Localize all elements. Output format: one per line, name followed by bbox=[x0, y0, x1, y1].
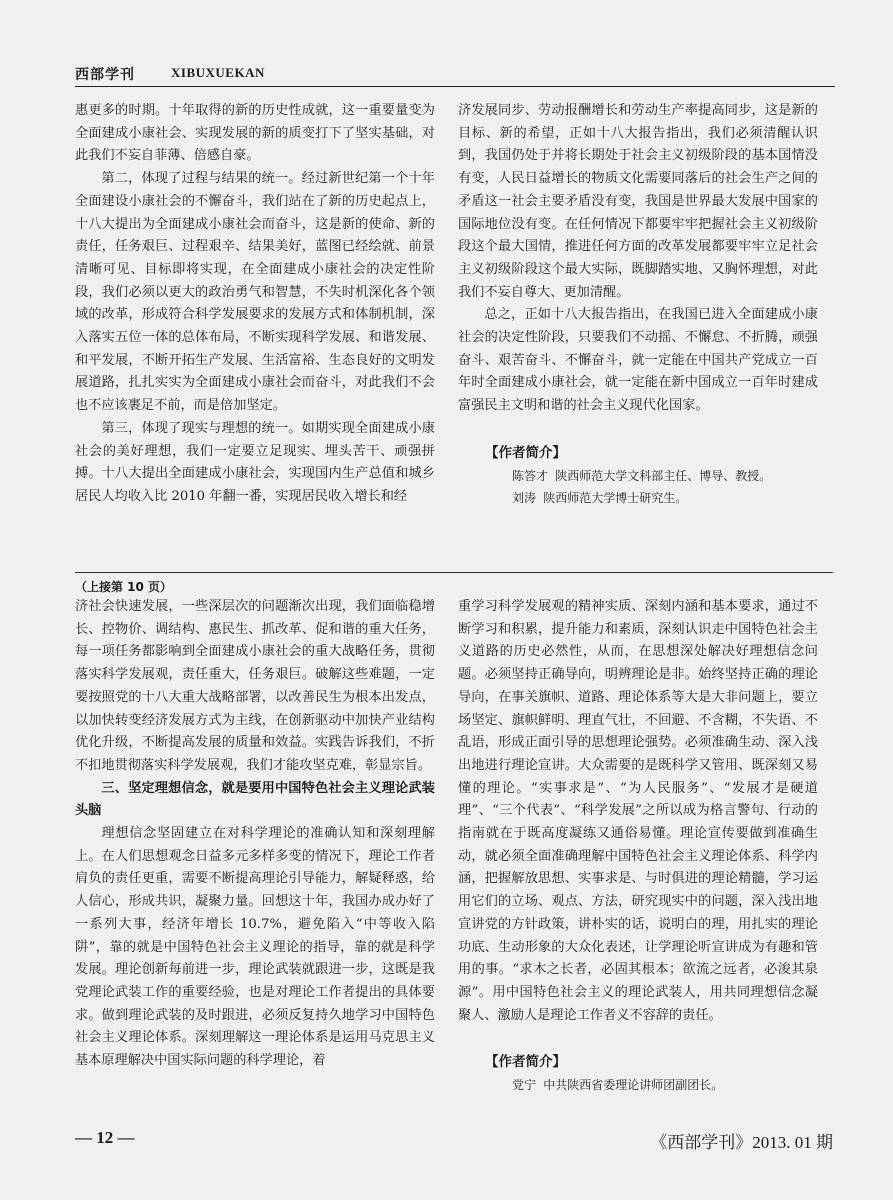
section-heading: 三、坚定理想信念，就是要用中国特色社会主义理论武装头脑 bbox=[75, 780, 435, 819]
page-footer bbox=[75, 1128, 833, 1156]
body-paragraph: 理想信念坚固建立在对科学理论的准确认知和深刻理解上。在人们思想观念日益多元多样多变的情况下，理论工作者肩负的责任更重，需要不断提高理论引导能力，解疑释惑，给人信心，形成共识，凝聚力量。回想这十年，我国办成办好了一系列大事，经济年增长 10.7%，避免陷入“中等收入陷阱”，靠的就是中国特色社会主义理论的指导，靠的就是科学发展。理论创新每前进一步，理论武装就跟进一步，这既是我党理论武装工作的重要经验，也是对理论工作者提出的具体要求。做到理论武装的及时跟进，必须反复持久地学习中国特色社会主义理论体系。深刻理解这一理论体系是运用马克思主义基本原理解决中国实际问题的科学理论，着 bbox=[75, 826, 435, 1069]
continued-from-label: （上接第 10 页） bbox=[75, 580, 173, 594]
body-paragraph: 总之，正如十八大报告指出，在我国已进入全面建成小康社会的决定性阶段，只要我们不动摇、不懈怠、不折腾，顽强奋斗、艰苦奋斗、不懈奋斗，就一定能在中国共产党成立一百年时全面建成小康社会，就一定能在新中国成立一百年时建成富强民主文明和谐的社会主义现代化国家。 bbox=[458, 307, 818, 414]
issue-label: 《西部学刊》2013. 01 期 bbox=[650, 1133, 833, 1152]
page-number: — 12 — bbox=[75, 1128, 135, 1147]
running-header bbox=[75, 64, 835, 87]
top-right-column bbox=[458, 100, 818, 509]
body-paragraph: 惠更多的时期。十年取得的新的历史性成就，这一重要量变为全面建成小康社会、实现发展的新的质变打下了坚实基础，对此我们不妄自菲薄、倍感自豪。 bbox=[75, 103, 435, 164]
author-bio bbox=[458, 442, 818, 509]
author-bio-line: 党宁 中共陕西省委理论讲师团副团长。 bbox=[512, 1078, 724, 1093]
article-divider bbox=[75, 572, 833, 573]
bottom-right-column bbox=[458, 596, 818, 1096]
bottom-left-column bbox=[75, 596, 435, 1073]
body-paragraph: 济社会快速发展，一些深层次的问题渐次出现，我们面临稳增长、控物价、调结构、惠民生、抓改革、促和谐的重大任务，每一项任务都影响到全面建成小康社会的重大战略任务，贯彻落实科学发展观，责任重大，任务艰巨。破解这些难题，一定要按照党的十八大重大战略部署，以改善民生为根本出发点，以加快转变经济发展方式为主线，在创新驱动中加快产业结构优化升级，不断提高发展的质量和效益。实践告诉我们，不折不扣地贯彻落实科学发展观，我们才能攻坚克难，彰显宗旨。 bbox=[75, 599, 435, 773]
journal-name: 西部学刊 bbox=[75, 67, 135, 83]
body-paragraph: 重学习科学发展观的精神实质、深刻内涵和基本要求，通过不断学习和积累，提升能力和素质，深刻认识走中国特色社会主义道路的历史必然性，从而，在思想深处解决好理想信念问题。必须坚持正确导向，明辨理论是非。始终坚持正确的理论导向，在事关旗帜、道路、理论体系等大是大非问题上，要立场坚定、旗帜鲜明、理直气壮，不回避、不含糊，不失语、不乱语，形成正面引导的思想理论强势。必须准确生动、深入浅出地进行理论宣讲。大众需要的是既科学又管用、既深刻又易懂的理论。“实事求是”、“为人民服务”、“发展才是硬道理”、“三个代表”、“科学发展”之所以成为格言警句、行动的指南就在于既高度凝练又通俗易懂。理论宣传要做到准确生动，就必须全面准确理解中国特色社会主义理论体系、科学内涵，把握解放思想、实事求是、与时俱进的理论精髓，学习运用它们的立场、观点、方法，研究现实中的问题，深入浅出地宣讲党的方针政策，讲朴实的话，说明白的理，用扎实的理论功底、生动形象的大众化表述，让学理论听宣讲成为有趣和管用的事。“求木之长者，必固其根本；欲流之远者，必浚其泉源”。用中国特色社会主义的理论武装人，用共同理想信念凝聚人、激励人是理论工作者义不容辞的责任。 bbox=[458, 599, 818, 1023]
author-bio-title: 【作者简介】 bbox=[485, 444, 566, 461]
author-bio-title: 【作者简介】 bbox=[485, 1054, 566, 1071]
body-paragraph: 第二，体现了过程与结果的统一。经过新世纪第一个十年全面建设小康社会的不懈奋斗，我们站在了新的历史起点上，十八大提出为全面建成小康社会而奋斗，这是新的使命、新的责任，任务艰巨、过程艰辛、结果美好，蓝图已经绘就、前景清晰可见、目标即将实现，在全面建成小康社会的决定性阶段，我们必须以更大的政治勇气和智慧，不失时机深化各个领域的改革，形成符合科学发展要求的发展方式和体制机制，深入落实五位一体的总体布局，不断实现科学发展、和谐发展、和平发展，不断开拓生产发展、生活富裕、生态良好的文明发展道路，扎扎实实为全面建成小康社会而奋斗，对此我们不会也不应该裹足不前，而是倍加坚定。 bbox=[75, 171, 435, 414]
journal-latin-name: XIBUXUEKAN bbox=[171, 65, 265, 80]
body-paragraph: 第三，体现了现实与理想的统一。如期实现全面建成小康社会的美好理想，我们一定要立足现实、埋头苦干、顽强拼搏。十八大提出全面建成小康社会，实现国内生产总值和城乡居民人均收入比 2010 年翻一番，实现居民收入增长和经 bbox=[75, 420, 435, 504]
author-bio-line: 刘涛 陕西师范大学博士研究生。 bbox=[512, 490, 688, 505]
top-left-column bbox=[75, 100, 435, 509]
author-bio-line: 陈答才 陕西师范大学文科部主任、博导、教授。 bbox=[512, 468, 772, 483]
body-paragraph: 济发展同步、劳动报酬增长和劳动生产率提高同步，这是新的目标、新的希望，正如十八大报告指出，我们必须清醒认识到，我国仍处于并将长期处于社会主义初级阶段的基本国情没有变，人民日益增长的物质文化需要同落后的社会生产之间的矛盾这一社会主要矛盾没有变，我国是世界最大发展中国家的国际地位没有变。在任何情况下都要牢牢把握社会主义初级阶段这个最大国情，推进任何方面的改革发展都要牢牢立足社会主义初级阶段这个最大实际，既脚踏实地、又胸怀理想，对此我们不妄自尊大、更加清醒。 bbox=[458, 103, 818, 300]
author-bio bbox=[458, 1051, 818, 1096]
